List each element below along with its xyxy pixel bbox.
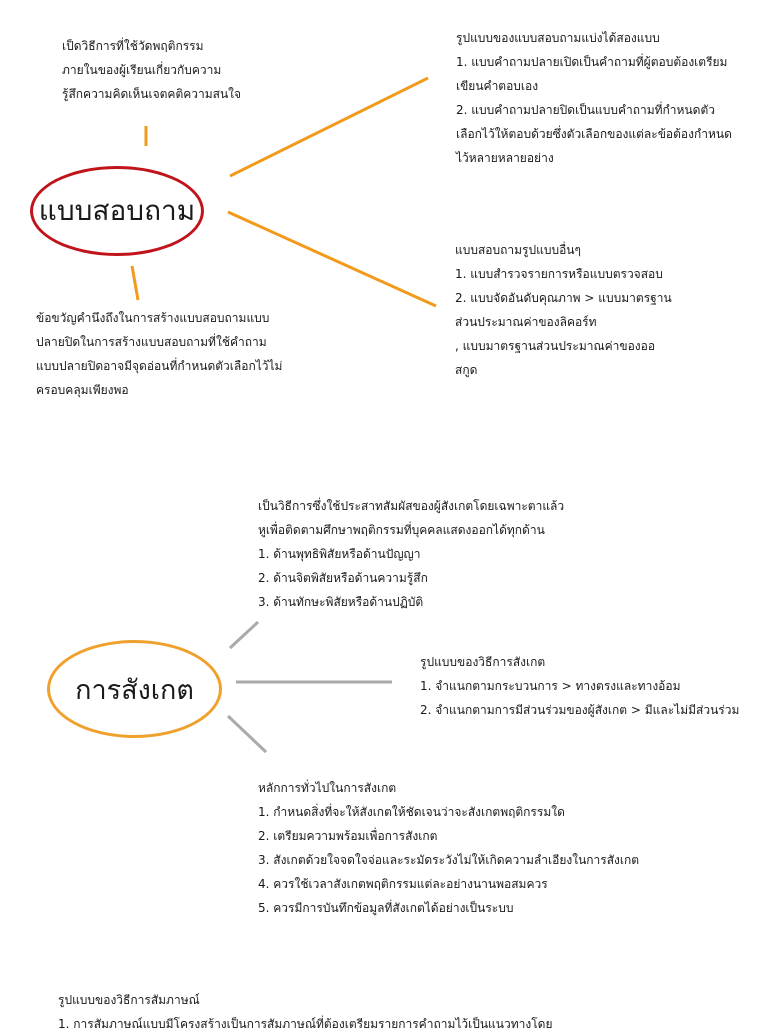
map2-node-definition-line: 1. ด้านพุทธิพิสัยหรือด้านปัญญา	[258, 547, 421, 561]
map1-node-cautions-line: ครอบคลุมเพียงพอ	[36, 383, 129, 397]
central-topic-observation	[47, 640, 222, 738]
map2-node-principles-line: 3. สังเกตด้วยใจจดใจจ่อและระมัดระวังไม่ให้เกิดความลำเอียงในการสังเกต	[258, 853, 640, 867]
map1-node-cautions-line: ปลายปิดในการสร้างแบบสอบถามที่ใช้คำถาม	[36, 335, 267, 349]
map1-node-other-forms-line: สกูด	[455, 363, 478, 377]
map2-node-definition	[258, 494, 564, 614]
map1-node-other-forms-line: 2. แบบจัดอันดับคุณภาพ > แบบมาตรฐาน	[455, 291, 672, 305]
map1-node-types-line: รูปแบบของแบบสอบถามแบ่งได้สองแบบ	[456, 31, 660, 45]
map1-node-types-line: เลือกไว้ให้ตอบด้วยซึ่งตัวเลือกของแต่ละข้อต้องกำหนด	[456, 127, 732, 141]
map1-node-definition-line: เป็ดวิธีการที่ใช้วัดพฤติกรรม	[62, 39, 204, 53]
central-topic-questionnaire	[30, 166, 204, 256]
map2-node-principles-line: 5. ควรมีการบันทึกข้อมูลที่สังเกตได้อย่างเป็นระบบ	[258, 901, 514, 915]
map2-node-definition-line: 2. ด้านจิตพิสัยหรือด้านความรู้สึก	[258, 571, 428, 585]
map1-node-definition-line: ภายในของผู้เรียนเกี่ยวกับความ	[62, 63, 222, 77]
map2-node-types	[420, 650, 739, 722]
map3-node-interview-types-line: 1. การสัมภาษณ์แบบมีโครงสร้างเป็นการสัมภาษณ์ที่ต้องเตรียมรายการคำถามไว้เป็นแนวทางโดย	[58, 1017, 553, 1031]
map1-node-other-forms-line: 1. แบบสำรวจรายการหรือแบบตรวจสอบ	[455, 267, 663, 281]
map2-node-types-line: 2. จำแนกตามการมีส่วนร่วมของผู้สังเกต > มีและไม่มีส่วนร่วม	[420, 703, 740, 717]
connector-map1-bottom-left	[132, 266, 138, 300]
map1-node-types-line: 1. แบบคำถามปลายเปิดเป็นคำถามที่ผู้ตอบต้องเตรียม	[456, 55, 728, 69]
connector-map2-top	[230, 622, 258, 648]
map1-node-cautions	[36, 306, 282, 402]
map2-node-principles-line: 2. เตรียมความพร้อมเพื่อการสังเกต	[258, 829, 438, 843]
map2-node-principles-line: หลักการทั่วไปในการสังเกต	[258, 781, 397, 795]
map1-node-other-forms-line: ส่วนประมาณค่าของลิคอร์ท	[455, 315, 597, 329]
map2-node-types-line: รูปแบบของวิธีการสังเกต	[420, 655, 546, 669]
map2-node-principles-line: 4. ควรใช้เวลาสังเกตพฤติกรรมแต่ละอย่างนานพอสมควร	[258, 877, 548, 891]
central-topic-observation-label: การสังเกต	[75, 674, 194, 706]
connector-map2-bottom	[228, 716, 266, 752]
map1-node-definition	[62, 34, 241, 106]
connector-map1-top-right	[230, 78, 428, 176]
map2-node-definition-line: 3. ด้านทักษะพิสัยหรือด้านปฏิบัติ	[258, 595, 424, 609]
map1-node-other-forms-line: แบบสอบถามรูปแบบอื่นๆ	[455, 243, 581, 257]
map1-node-types-line: ไว้หลายหลายอย่าง	[456, 151, 554, 165]
map2-node-types-line: 1. จำแนกตามกระบวนการ > ทางตรงและทางอ้อม	[420, 679, 681, 693]
connector-map1-bottom-right	[228, 212, 436, 306]
map1-node-other-forms	[455, 238, 672, 382]
map3-node-interview-types-line: รูปแบบของวิธีการสัมภาษณ์	[58, 993, 200, 1007]
map2-node-definition-line: เป็นวิธีการซึ่งใช้ประสาทสัมผัสของผู้สังเกตโดยเฉพาะตาแล้ว	[258, 499, 565, 513]
central-topic-questionnaire-label: แบบสอบถาม	[38, 194, 196, 227]
map2-node-principles-line: 1. กำหนดสิ่งที่จะให้สังเกตให้ชัดเจนว่าจะสังเกตพฤติกรรมใด	[258, 805, 565, 819]
map2-node-principles	[258, 776, 639, 920]
map1-node-other-forms-line: , แบบมาตรฐานส่วนประมาณค่าของออ	[455, 339, 656, 353]
map1-node-types	[456, 26, 732, 170]
map1-node-definition-line: รู้สึกความคิดเห็นเจตคติความสนใจ	[62, 87, 242, 101]
map3-node-interview-types	[58, 988, 553, 1036]
map1-node-cautions-line: แบบปลายปิดอาจมีจุดอ่อนที่กำหนดตัวเลือกไว้ไม่	[36, 359, 283, 373]
map1-node-types-line: 2. แบบคำถามปลายปิดเป็นแบบคำถามที่กำหนดตัว	[456, 103, 715, 117]
map2-node-definition-line: หูเพื่อติดตามศึกษาพฤติกรรมที่บุคคลแสดงออกได้ทุกด้าน	[258, 523, 545, 537]
map1-node-cautions-line: ข้อขวัญคำนึงถึงในการสร้างแบบสอบถามแบบ	[36, 311, 270, 325]
map1-node-types-line: เขียนคำตอบเอง	[456, 79, 539, 93]
